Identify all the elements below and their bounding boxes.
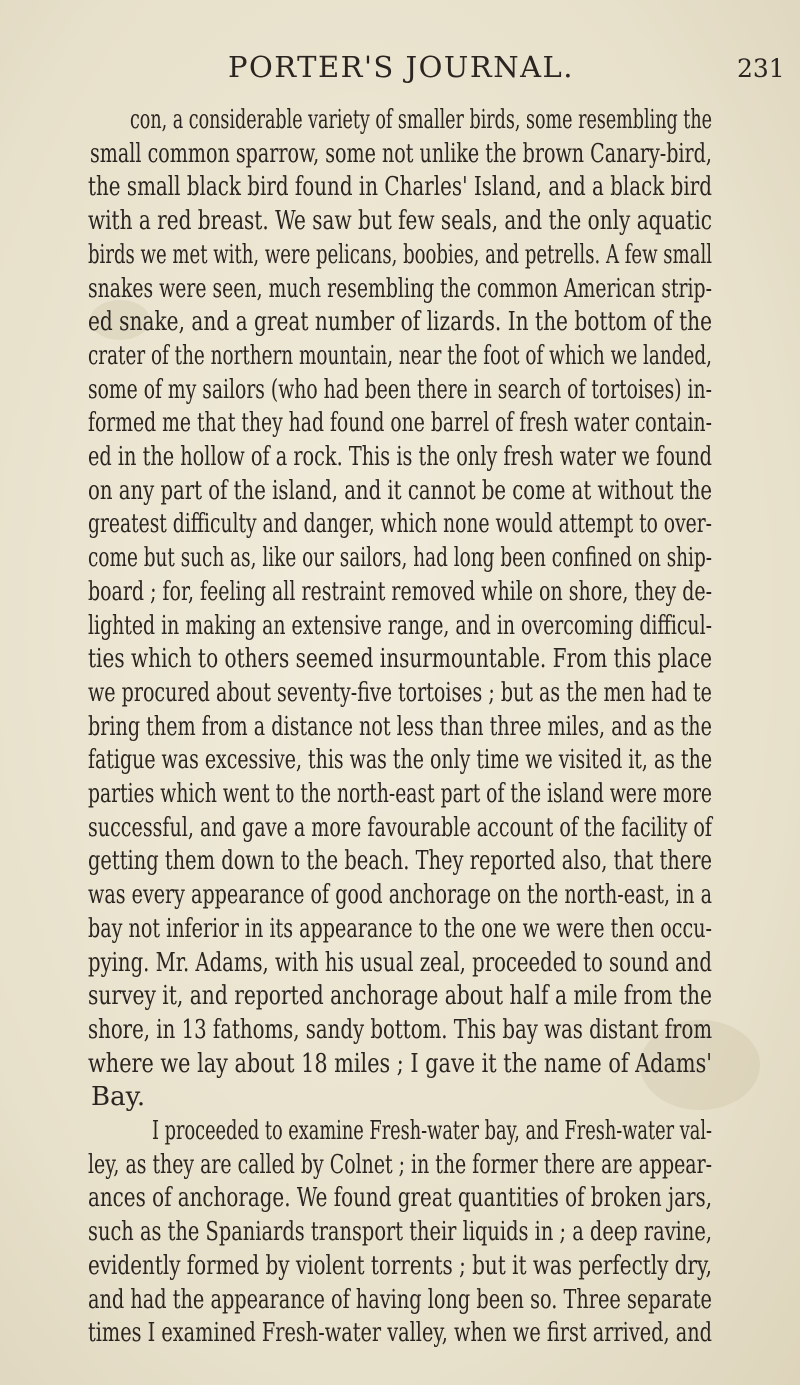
text-line: board ; for, feeling all restraint removed while on shore, they de- [88,576,713,607]
text-line: formed me that they had found one barrel of fresh water contain- [88,408,712,439]
text-line: bring them from a distance not less than three miles, and as the [88,711,712,742]
text-line: we procured about seventy-five tortoises ; but as the men had te [88,677,712,708]
text-line: birds we met with, were pelicans, boobies, and petrells. A few small [88,239,712,270]
text-line: bay not inferior in its appearance to the one we were then occu- [88,913,713,944]
text-line: come but such as, like our sailors, had long been confined on ship- [88,543,713,574]
text-line: some of my sailors (who had been there in search of tortoises) in- [88,374,712,405]
text-line: and had the appearance of having long been so. Three separate [88,1284,712,1315]
text-line: was every appearance of good anchorage on the north-east, in a [88,880,712,911]
text-line: crater of the northern mountain, near the foot of which we landed, [88,340,713,371]
text-line: ties which to others seemed insurmountable. From this place [88,644,712,675]
text-line: greatest difficulty and danger, which none would attempt to over- [88,509,712,540]
text-line: ances of anchorage. We found great quantities of broken jars, [88,1183,713,1214]
text-line: survey it, and reported anchorage about half a mile from the [88,981,712,1012]
text-line: con, a considerable variety of smaller birds, some resembling the [130,105,712,135]
text-line: lighted in making an extensive range, and in overcoming difficul- [88,610,712,641]
text-line: evidently formed by violent torrents ; but it was perfectly dry, [88,1250,712,1281]
text-line: snakes were seen, much resembling the common American strip- [88,273,712,304]
text-line: fatigue was excessive, this was the only time we visited it, as the [88,745,713,776]
running-title: PORTER'S JOURNAL. [228,50,574,84]
text-line: ed snake, and a great number of lizards. In the bottom of the [88,307,713,338]
text-line: shore, in 13 fathoms, sandy bottom. This bay was distant from [88,1014,713,1045]
text-line: times I examined Fresh-water valley, when we first arrived, and [88,1318,713,1349]
text-line: parties which went to the north-east part of the island were more [88,779,712,809]
text-line: getting them down to the beach. They reported also, that there [88,846,713,877]
text-line: Bay. [91,1082,146,1113]
text-line: I proceeded to examine Fresh-water bay, and Fresh-water val- [152,1116,712,1146]
text-line: ed in the hollow of a rock. This is the only fresh water we found [88,442,712,472]
page-header [0,50,800,100]
page-number: 231 [737,54,785,83]
text-line: small common sparrow, some not unlike the brown Canary-bird, [90,138,712,169]
text-line: pying. Mr. Adams, with his usual zeal, proceeded to sound and [88,947,712,978]
text-line: the small black bird found in Charles' Island, and a black bird [88,172,712,203]
text-line: with a red breast. We saw but few seals, and the only aquatic [88,206,712,237]
text-line: such as the Spaniards transport their liquids in ; a deep ravine, [88,1217,712,1248]
text-line: on any part of the island, and it cannot be come at without the [88,475,713,506]
text-line: ley, as they are called by Colnet ; in the former there are appear- [88,1149,713,1180]
text-line: where we lay about 18 miles ; I gave it the name of Adams' [88,1048,713,1079]
text-line: successful, and gave a more favourable account of the facility of [88,812,713,843]
